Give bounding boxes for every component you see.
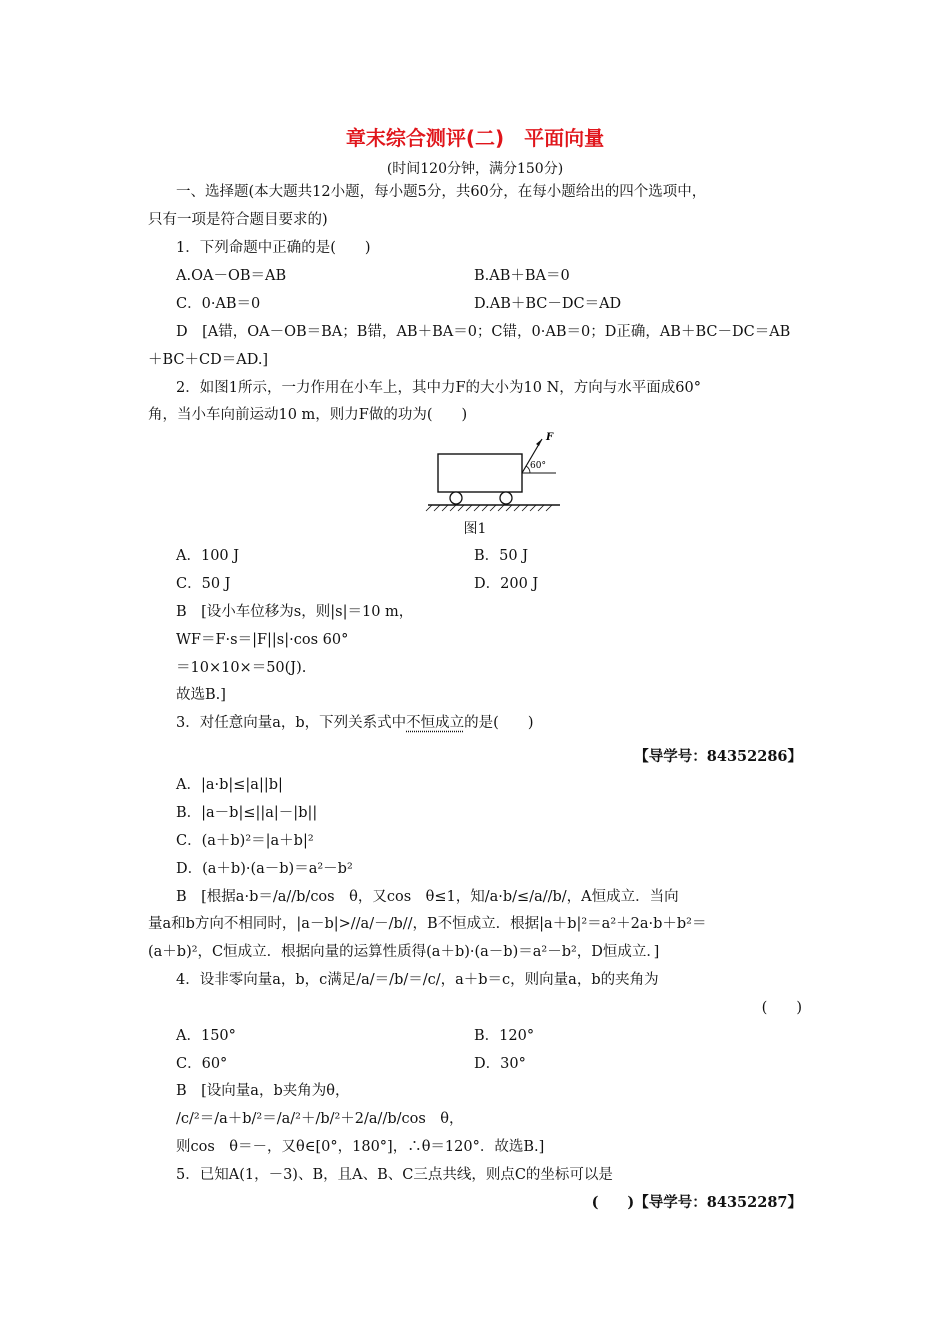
q1-answer-cont: ＋BC＋CD＝AD.] xyxy=(148,352,269,368)
q2-option-d: D．200 J xyxy=(474,576,539,592)
q3-option-d: D．(a＋b)·(a－b)＝a²－b² xyxy=(176,861,353,877)
q3-stem-post: 的是( ) xyxy=(464,715,534,731)
q2-stem: 2．如图1所示，一力作用在小车上，其中力F的大小为10 N，方向与水平面成60° xyxy=(176,380,701,396)
q3-option-c: C．(a＋b)²＝|a＋b|² xyxy=(176,833,314,849)
q2-answer-4: 故选B.] xyxy=(176,687,226,703)
q3-code: 【导学号：84352286】 xyxy=(634,748,802,765)
page-title: 章末综合测评(二) 平面向量 xyxy=(345,126,605,150)
q2-stem-cont: 角，当小车向前运动10 m，则力F做的功为( ) xyxy=(148,407,468,423)
q2-option-b: B．50 J xyxy=(474,548,529,564)
figure-caption: 图1 xyxy=(463,521,487,537)
q4-option-a: A．150° xyxy=(176,1028,236,1044)
q1-option-d: D.AB＋BC－DC＝AD xyxy=(474,296,622,312)
q4-option-b: B．120° xyxy=(474,1028,535,1044)
q2-option-a: A．100 J xyxy=(176,548,240,564)
page-subtitle: (时间120分钟，满分150分) xyxy=(386,161,564,177)
q4-stem: 4．设非零向量a，b，c满足/a/＝/b/＝/c/，a＋b＝c，则向量a，b的夹角为 xyxy=(176,972,659,988)
angle-label: 60° xyxy=(530,461,546,471)
q3-stem-emphasis: 不恒成立 xyxy=(406,715,465,731)
q1-stem: 1．下列命题中正确的是( ) xyxy=(176,240,371,256)
q1-option-a: A.OA－OB＝AB xyxy=(176,268,287,284)
q3-stem-pre: 3．对任意向量a，b，下列关系式中 xyxy=(176,715,407,731)
q5-code: ( )【导学号：84352287】 xyxy=(591,1194,802,1211)
q2-answer-3: ＝10×10×＝50(J). xyxy=(176,660,307,676)
q1-answer: D [A错，OA－OB＝BA；B错，AB＋BA＝0；C错，0·AB＝0；D正确，AB＋BC－DC＝AB xyxy=(176,324,791,340)
q5-stem: 5．已知A(1，－3)、B，且A、B、C三点共线，则点C的坐标可以是 xyxy=(176,1167,613,1183)
q4-answer-3: 则cos θ＝－，又θ∈[0°，180°]，∴θ＝120°．故选B.] xyxy=(176,1139,545,1155)
section-heading: 一、选择题(本大题共12小题，每小题5分，共60分，在每小题给出的四个选项中， xyxy=(176,184,707,200)
section-heading-cont: 只有一项是符合题目要求的) xyxy=(148,212,328,228)
q2-option-c: C．50 J xyxy=(176,576,231,592)
q3-option-b: B．|a－b|≤||a|－|b|| xyxy=(176,805,318,821)
q2-answer: B [设小车位移为s，则|s|＝10 m， xyxy=(176,604,414,620)
q3-answer-2: 量a和b方向不相同时，|a－b|>//a/－/b//，B不恒成立．根据|a＋b|²＝a²＋2a·b＋b²＝ xyxy=(148,916,707,932)
q4-paren: ( ) xyxy=(761,1000,802,1016)
cart-figure xyxy=(424,428,564,516)
q2-answer-2: WF＝F·s＝|F||s|·cos 60° xyxy=(176,632,349,648)
q1-option-b: B.AB＋BA＝0 xyxy=(474,268,570,284)
q3-stem xyxy=(176,713,533,733)
q4-answer-2: /c/²＝/a＋b/²＝/a/²＋/b/²＋2/a//b/cos θ， xyxy=(176,1111,464,1127)
q4-option-c: C．60° xyxy=(176,1056,228,1072)
q3-answer: B [根据a·b＝/a//b/cos θ，又cos θ≤1，知/a·b/≤/a//b/，A恒成立．当向 xyxy=(176,889,679,905)
q1-option-c: C．0·AB＝0 xyxy=(176,296,261,312)
q4-option-d: D．30° xyxy=(474,1056,526,1072)
q3-option-a: A．|a·b|≤|a||b| xyxy=(176,777,283,793)
q3-answer-3: (a＋b)²，C恒成立．根据向量的运算性质得(a＋b)·(a－b)＝a²－b²，D恒成立．] xyxy=(148,944,660,960)
force-label: F xyxy=(546,432,554,443)
q4-answer: B [设向量a，b夹角为θ， xyxy=(176,1083,350,1099)
